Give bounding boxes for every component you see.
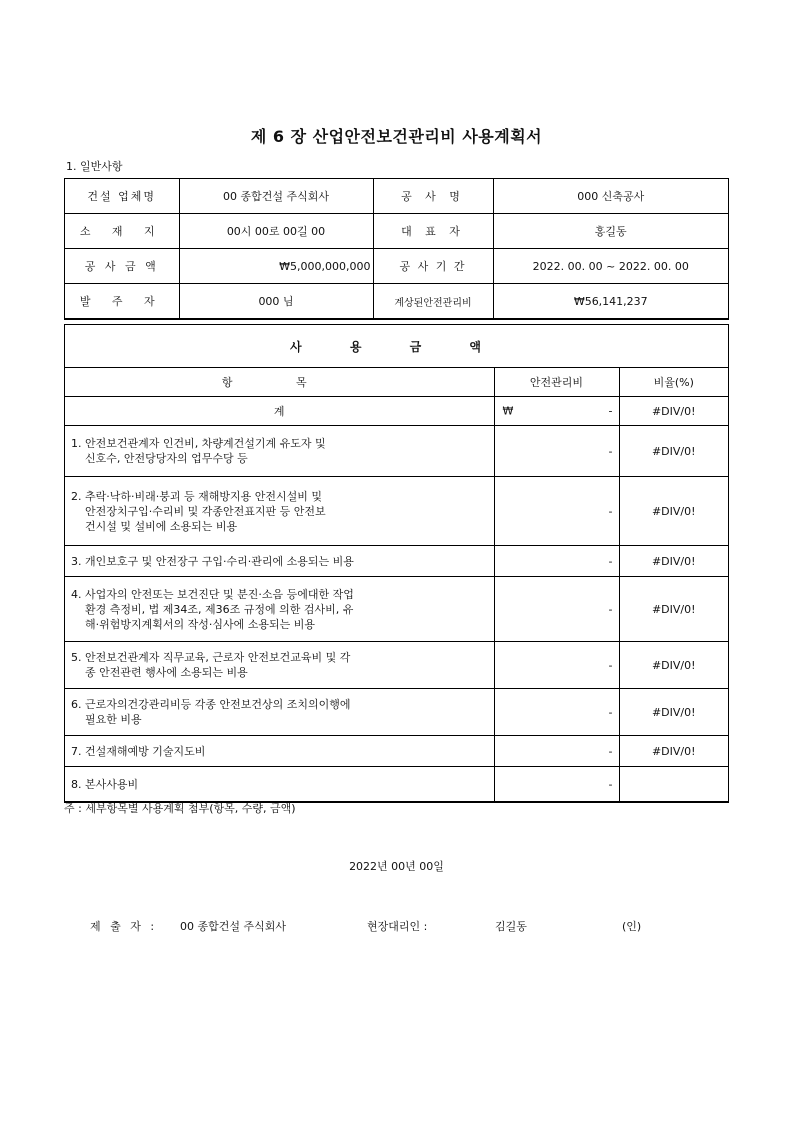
- address-label: 소 재 지: [65, 214, 179, 249]
- item-label-line: 종 안전관련 행사에 소용되는 비용: [85, 666, 248, 679]
- table-row: [65, 477, 728, 546]
- submitter-value: 00 종합건설 주식회사: [180, 920, 286, 933]
- period-value: 2022. 00. 00 ~ 2022. 00. 00: [493, 249, 728, 284]
- total-currency: ₩: [502, 404, 514, 418]
- section-heading: 1. 일반사항: [66, 160, 123, 173]
- col-amount-header: 안전관리비: [494, 368, 619, 397]
- submission-date: 2022년 00년 00일: [349, 860, 444, 873]
- item-amount: -: [494, 546, 619, 577]
- table-row: [65, 325, 728, 368]
- period-label: 공 사 기 간: [373, 249, 493, 284]
- total-amount: -: [608, 404, 613, 418]
- item-ratio: #DIV/0!: [619, 426, 728, 477]
- item-label-line: 3. 개인보호구 및 안전장구 구입·수리·관리에 소용되는 비용: [71, 554, 354, 568]
- item-label-line: 건시설 및 설비에 소용되는 비용: [85, 519, 238, 533]
- table-row: [65, 546, 728, 577]
- amount-value: ₩5,000,000,000: [179, 249, 373, 284]
- agent-label: 현장대리인 :: [367, 920, 428, 933]
- item-label-line: 안전장치구입·수리비 및 각종안전표지판 등 안전보: [85, 504, 326, 518]
- item-label-line: 2. 추락·낙하·비래·붕괴 등 재해방지용 안전시설비 및: [71, 489, 322, 503]
- seal-mark: (인): [622, 920, 642, 933]
- item-ratio: [619, 767, 728, 802]
- table-row: [65, 736, 728, 767]
- item-label-line: 4. 사업자의 안전또는 보건진단 및 분진·소음 등에대한 작업: [71, 587, 354, 601]
- item-label: [65, 577, 494, 642]
- table-row: [65, 179, 728, 214]
- table-row: [65, 642, 728, 689]
- submitter-label: 제 출 자 :: [90, 920, 158, 933]
- total-label: 계: [65, 397, 494, 426]
- address-value: 00시 00로 00길 00: [179, 214, 373, 249]
- item-amount: -: [494, 426, 619, 477]
- table-row: [65, 689, 728, 736]
- item-amount: -: [494, 577, 619, 642]
- item-label-line: 8. 본사사용비: [71, 777, 139, 791]
- table-row: [65, 767, 728, 802]
- item-label-line: 환경 측정비, 법 제34조, 제36조 규정에 의한 검사비, 유: [85, 602, 354, 616]
- page-title: 제 6 장 산업안전보건관리비 사용계획서: [250, 127, 543, 146]
- item-label: [65, 767, 494, 802]
- usage-heading: 사 용 금 액: [65, 325, 728, 368]
- total-ratio: #DIV/0!: [619, 397, 728, 426]
- item-label-line: 6. 근로자의건강관리비등 각종 안전보건상의 조치의이행에: [71, 698, 351, 711]
- total-amount-cell: [494, 397, 619, 426]
- col-ratio-header: 비율(%): [619, 368, 728, 397]
- table-row: [65, 249, 728, 284]
- item-label-line: 7. 건설재해예방 기술지도비: [71, 744, 206, 758]
- item-label-line: 해·위험방지계획서의 작성·심사에 소용되는 비용: [85, 617, 316, 631]
- amount-label: 공 사 금 액: [65, 249, 179, 284]
- agent-value: 김길동: [495, 920, 527, 933]
- rep-value: 홍길동: [493, 214, 728, 249]
- client-label: 발 주 자: [65, 284, 179, 319]
- item-label-line: 필요한 비용: [85, 713, 142, 726]
- general-info-table: [64, 178, 729, 320]
- item-label: [65, 546, 494, 577]
- item-amount: -: [494, 689, 619, 736]
- table-row: [65, 214, 728, 249]
- item-amount: -: [494, 736, 619, 767]
- item-amount: -: [494, 477, 619, 546]
- col-item-header: 항 목: [65, 368, 494, 397]
- item-ratio: #DIV/0!: [619, 546, 728, 577]
- table-row: [65, 577, 728, 642]
- item-amount: -: [494, 642, 619, 689]
- usage-table: [64, 324, 729, 803]
- signature-line: [90, 918, 642, 996]
- safety-label: 계상된안전관리비: [373, 284, 493, 319]
- item-label-line: 1. 안전보건관계자 인건비, 차량계건설기계 유도자 및: [71, 437, 326, 450]
- item-label: [65, 642, 494, 689]
- safety-value: ₩56,141,237: [493, 284, 728, 319]
- item-ratio: #DIV/0!: [619, 477, 728, 546]
- table-row: [65, 284, 728, 319]
- company-label: 건설 업체명: [65, 179, 179, 214]
- item-ratio: #DIV/0!: [619, 642, 728, 689]
- item-label: [65, 426, 494, 477]
- item-label: [65, 736, 494, 767]
- table-row: [65, 426, 728, 477]
- table-row: [65, 397, 728, 426]
- item-label-line: 5. 안전보건관계자 직무교육, 근로자 안전보건교육비 및 각: [71, 651, 351, 664]
- item-label-line: 신호수, 안전당당자의 업무수당 등: [85, 452, 248, 465]
- item-label: [65, 689, 494, 736]
- project-label: 공 사 명: [373, 179, 493, 214]
- item-label: [65, 477, 494, 546]
- item-amount: -: [494, 767, 619, 802]
- company-value: 00 종합건설 주식회사: [179, 179, 373, 214]
- item-ratio: #DIV/0!: [619, 689, 728, 736]
- item-ratio: #DIV/0!: [619, 736, 728, 767]
- rep-label: 대 표 자: [373, 214, 493, 249]
- client-value: 000 님: [179, 284, 373, 319]
- table-row: [65, 368, 728, 397]
- item-ratio: #DIV/0!: [619, 577, 728, 642]
- project-value: 000 신축공사: [493, 179, 728, 214]
- footnote: 주 : 세부항목별 사용계획 첨부(항목, 수량, 금액): [64, 802, 296, 815]
